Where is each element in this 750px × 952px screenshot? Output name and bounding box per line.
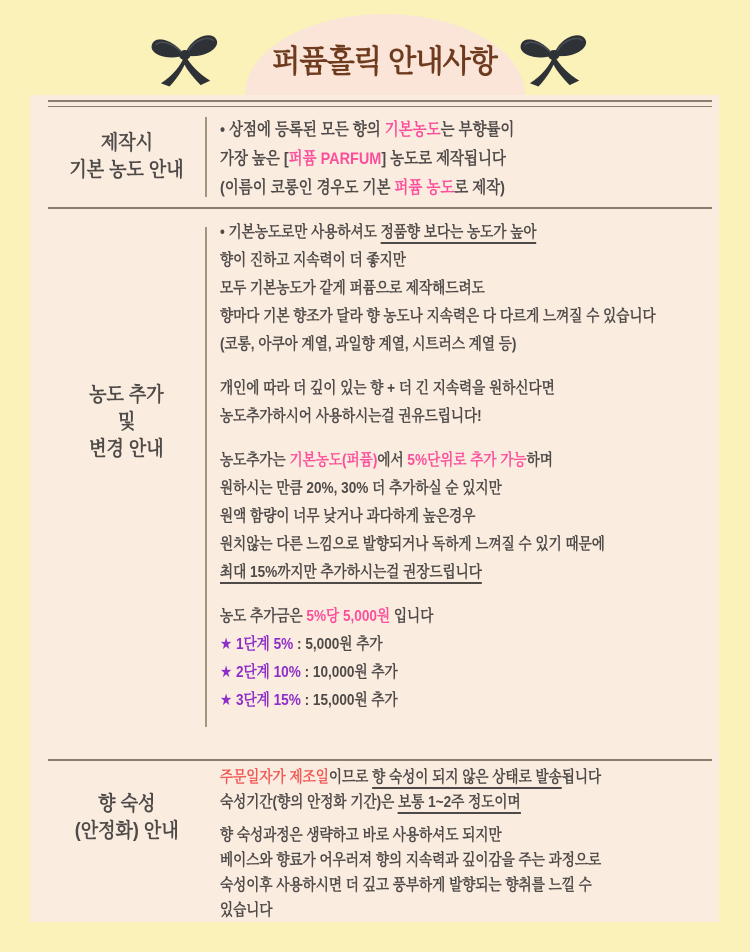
text-segment: 향 숙성과정은 생략하고 바로 사용하셔도 되지만	[220, 827, 502, 844]
text-line	[220, 631, 638, 659]
text-segment: 원액 함량이 너무 낮거나 과다하게 높은경우	[220, 508, 476, 525]
title-banner	[245, 14, 525, 95]
section-label-line: (안정화) 안내	[74, 820, 179, 842]
section-label-line: 기본 농도 안내	[69, 159, 184, 181]
blank-line	[220, 359, 638, 375]
text-segment: 기본농도	[384, 120, 441, 139]
text-line	[220, 115, 638, 144]
blank-line	[220, 815, 638, 823]
section-label	[48, 761, 205, 921]
text-line	[220, 848, 638, 873]
text-segment: 기본농도(퍼퓸)	[289, 452, 378, 469]
text-segment: 입니다	[390, 608, 434, 625]
text-line	[220, 603, 638, 631]
text-segment: 향마다 기본 향조가 달라 향 농도나 지속력은 다 다르게 느껴질 수 있습니다	[220, 308, 656, 325]
text-segment: 퍼퓸 농도	[394, 178, 455, 197]
text-segment: 퍼퓸 PARFUM	[288, 149, 382, 168]
text-line	[220, 303, 656, 331]
text-line	[220, 531, 638, 559]
text-segment: 에서	[377, 452, 408, 469]
text-line	[220, 247, 638, 275]
text-line	[220, 873, 638, 898]
top-double-divider	[48, 100, 712, 107]
text-segment: (코롱, 아쿠아 계열, 과일향 계열, 시트러스 계열 등)	[220, 336, 517, 353]
text-segment: 가장 높은 [	[220, 149, 289, 168]
text-segment: 하며	[526, 452, 553, 469]
text-segment: 베이스와 향료가 어우러져 향의 지속력과 깊이감을 주는 과정으로	[220, 852, 602, 869]
page-title: 퍼퓸홀릭 안내사항	[272, 44, 498, 79]
section-label	[48, 209, 205, 759]
text-line	[220, 275, 638, 303]
text-line	[220, 790, 638, 815]
text-line	[220, 687, 638, 715]
text-line	[220, 331, 638, 359]
text-segment: 숙성기간(향의 안정화 기간)은	[220, 794, 399, 811]
text-segment: 최대 15%까지만 추가하시는걸 권장드립니다	[220, 564, 482, 584]
notice-panel	[30, 95, 719, 922]
text-segment: 원하시는 만큼 20%, 30% 더 추가하실 순 있지만	[220, 480, 502, 497]
text-segment: 원치않는 다른 느낌으로 발향되거나 독하게 느껴질 수 있기 때문에	[220, 536, 605, 553]
text-segment: ★ 2단계 10%	[220, 664, 301, 681]
section-content	[207, 761, 712, 921]
text-line	[220, 559, 638, 587]
text-segment: 농도추가는	[220, 452, 290, 469]
text-line	[220, 403, 638, 431]
blank-line	[220, 587, 638, 603]
ribbon-bow-icon	[514, 23, 594, 92]
text-line	[220, 765, 638, 790]
section-label	[48, 107, 205, 207]
ribbon-bow-icon	[145, 23, 225, 92]
section-content	[207, 209, 712, 759]
text-segment: 있습니다	[220, 902, 273, 919]
text-segment: 정품향 보다는 농도가 높아	[381, 224, 537, 244]
text-segment: : 10,000원 추가	[300, 664, 398, 681]
text-line	[220, 144, 638, 173]
text-segment: 개인에 따라 더 깊이 있는 향 + 더 긴 지속력을 원하신다면	[220, 380, 555, 397]
text-segment: 농도추가하시어 사용하시는걸 권유드립니다!	[220, 408, 482, 425]
text-line	[220, 659, 638, 687]
text-segment: • 상점에 등록된 모든 향의	[220, 120, 385, 139]
text-segment: 주문일자가 제조일	[220, 769, 329, 786]
text-segment: 향 숙성이 되지 않은 상태로 발송	[372, 769, 562, 789]
text-line	[220, 898, 638, 923]
section-concentration-add	[30, 209, 719, 759]
text-line	[220, 823, 638, 848]
text-line	[220, 475, 638, 503]
text-segment: ★ 1단계 5%	[220, 636, 294, 653]
text-segment: 5%단위로 추가 가능	[407, 452, 527, 469]
text-segment: 농도 추가금은	[220, 608, 307, 625]
text-segment: • 기본농도로만 사용하셔도	[220, 224, 381, 241]
text-segment: : 15,000원 추가	[300, 692, 398, 709]
text-segment: 는 부향률이	[440, 120, 515, 139]
text-segment: ★ 3단계 15%	[220, 692, 301, 709]
section-base-concentration	[30, 107, 719, 207]
section-scent-aging	[30, 761, 719, 921]
section-content	[207, 107, 712, 207]
blank-line	[220, 431, 638, 447]
text-segment: 됩니다	[561, 769, 602, 786]
section-label-line: 향 숙성	[97, 793, 156, 815]
text-segment: 이므로	[328, 769, 373, 786]
text-segment: 숙성이후 사용하시면 더 깊고 풍부하게 발향되는 향취를 느낄 수	[220, 877, 592, 894]
section-label-line: 변경 안내	[89, 437, 164, 460]
text-line	[220, 219, 638, 247]
text-segment: 향이 진하고 지속력이 더 좋지만	[220, 252, 406, 269]
text-segment: 보통 1~2주 정도이며	[398, 794, 521, 814]
text-segment: 로 제작)	[454, 178, 505, 197]
section-label-line: 제작시	[100, 132, 153, 154]
section-label-line: 및	[117, 410, 136, 433]
text-line	[220, 375, 638, 403]
text-segment: 5%당 5,000원	[306, 608, 391, 625]
text-segment: (이름이 코롱인 경우도 기본	[220, 178, 395, 197]
text-line	[220, 503, 638, 531]
text-segment: : 5,000원 추가	[293, 636, 383, 653]
text-line	[220, 447, 638, 475]
section-label-line: 농도 추가	[89, 383, 164, 406]
text-segment: ] 농도로 제작됩니다	[381, 149, 506, 168]
text-segment: 모두 기본농도가 같게 퍼퓸으로 제작해드려도	[220, 280, 485, 297]
text-line	[220, 173, 638, 202]
